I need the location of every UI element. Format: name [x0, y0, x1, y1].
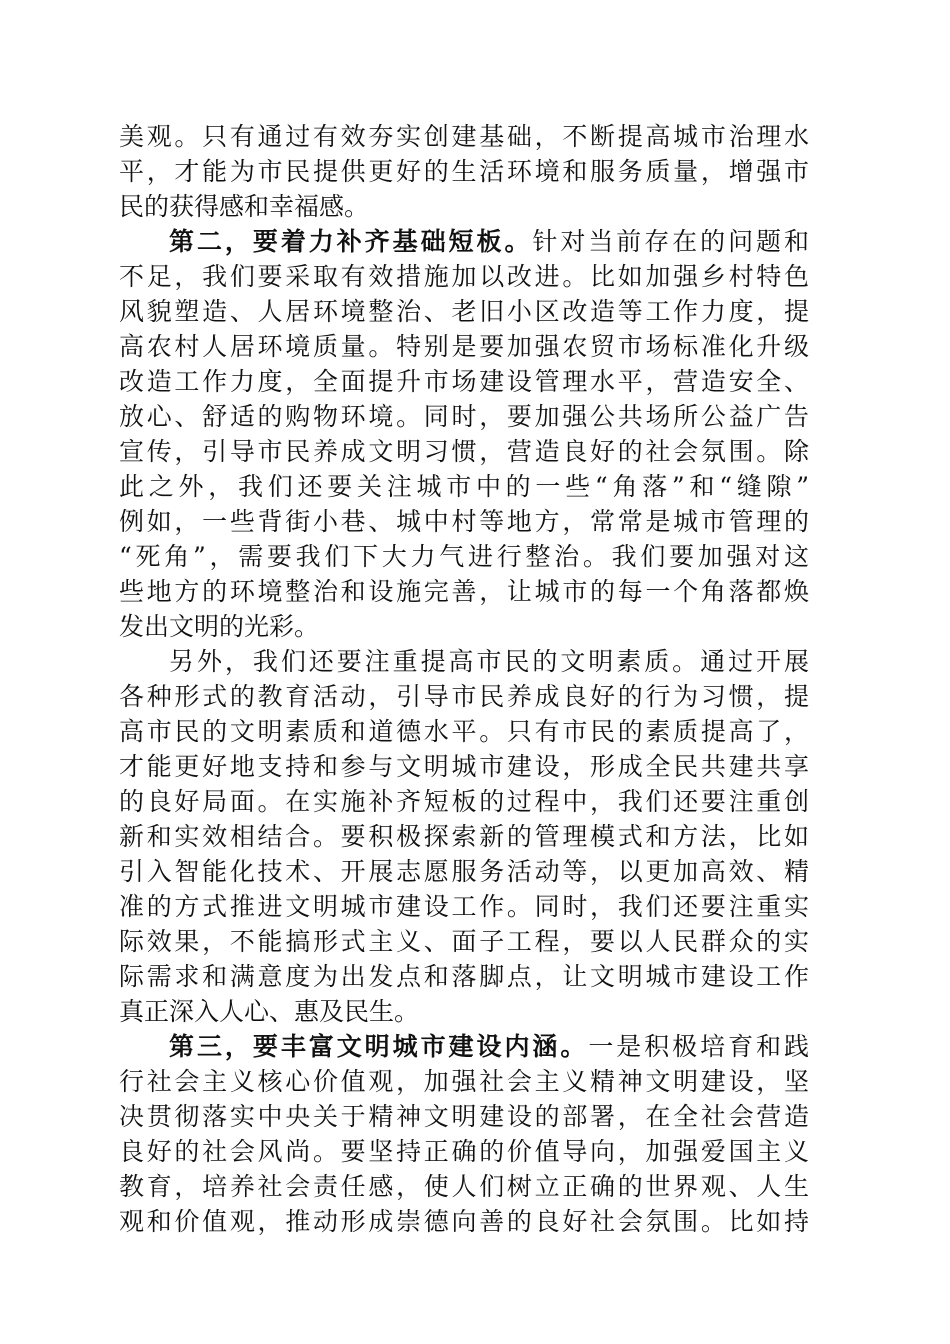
text-line [119, 751, 809, 782]
text-line [119, 121, 809, 152]
text-line [119, 541, 809, 572]
line-text: 高市民的文明素质和道德水平。只有市民的素质提高了， [119, 717, 809, 746]
line-text: 风貌塑造、人居环境整治、老旧小区改造等工作力度，提 [119, 297, 809, 326]
paragraph [119, 121, 809, 222]
paragraph [119, 226, 809, 642]
text-line [119, 1136, 809, 1167]
text-line [119, 821, 809, 852]
line-text: 的良好局面。在实施补齐短板的过程中，我们还要注重创 [119, 787, 809, 816]
text-line [119, 576, 809, 607]
text-line [119, 1206, 809, 1237]
document-page [119, 121, 809, 1241]
line-text: 新和实效相结合。要积极探索新的管理模式和方法，比如 [119, 822, 809, 851]
paragraph [119, 1031, 809, 1237]
line-text: 美观。只有通过有效夯实创建基础，不断提高城市治理水 [119, 122, 809, 151]
section-heading: 第三，要丰富文明城市建设内涵。 [169, 1032, 589, 1061]
line-text: 针对当前存在的问题和 [532, 227, 809, 256]
text-line [119, 366, 809, 397]
text-line [119, 436, 809, 467]
text-line [119, 261, 809, 292]
line-text: “死角”，需要我们下大力气进行整治。我们要加强对这 [119, 542, 809, 571]
text-line [119, 296, 809, 327]
line-text: 良好的社会风尚。要坚持正确的价值导向，加强爱国主义 [119, 1137, 809, 1166]
line-text: 放心、舒适的购物环境。同时，要加强公共场所公益广告 [119, 402, 809, 431]
text-line [119, 961, 809, 992]
text-line [119, 401, 809, 432]
text-line [119, 926, 809, 957]
text-line [119, 646, 809, 677]
text-line [119, 1171, 809, 1202]
line-text: 例如，一些背街小巷、城中村等地方，常常是城市管理的 [119, 507, 809, 536]
line-text: 才能更好地支持和参与文明城市建设，形成全民共建共享 [119, 752, 809, 781]
text-line [119, 856, 809, 887]
text-line [119, 716, 809, 747]
line-text: 引入智能化技术、开展志愿服务活动等，以更加高效、精 [119, 857, 809, 886]
text-line [119, 786, 809, 817]
line-text: 平，才能为市民提供更好的生活环境和服务质量，增强市 [119, 157, 809, 186]
line-text: 各种形式的教育活动，引导市民养成良好的行为习惯，提 [119, 682, 809, 711]
line-text: 此之外，我们还要关注城市中的一些“角落”和“缝隙” [119, 472, 809, 501]
line-text: 另外，我们还要注重提高市民的文明素质。通过开展 [169, 647, 809, 676]
text-line [119, 1066, 809, 1097]
text-line [119, 1031, 809, 1062]
line-text: 准的方式推进文明城市建设工作。同时，我们还要注重实 [119, 892, 809, 921]
line-text: 决贯彻落实中央关于精神文明建设的部署，在全社会营造 [119, 1102, 809, 1131]
line-text: 观和价值观，推动形成崇德向善的良好社会氛围。比如持 [119, 1207, 809, 1236]
paragraph [119, 646, 809, 1027]
line-text: 教育，培养社会责任感，使人们树立正确的世界观、人生 [119, 1172, 809, 1201]
line-text: 行社会主义核心价值观，加强社会主义精神文明建设，坚 [119, 1067, 809, 1096]
line-text: 一是积极培育和践 [588, 1032, 809, 1061]
text-line [119, 191, 809, 222]
text-line [119, 331, 809, 362]
line-text: 发出文明的光彩。 [119, 612, 320, 641]
line-text: 真正深入人心、惠及民生。 [119, 997, 420, 1026]
line-text: 民的获得感和幸福感。 [119, 192, 370, 221]
text-line [119, 1101, 809, 1132]
text-line [119, 156, 809, 187]
text-line [119, 226, 809, 257]
section-heading: 第二，要着力补齐基础短板。 [169, 227, 533, 256]
line-text: 不足，我们要采取有效措施加以改进。比如加强乡村特色 [119, 262, 809, 291]
line-text: 际需求和满意度为出发点和落脚点，让文明城市建设工作 [119, 962, 809, 991]
line-text: 宣传，引导市民养成文明习惯，营造良好的社会氛围。除 [119, 437, 809, 466]
text-line [119, 471, 809, 502]
text-line [119, 891, 809, 922]
line-text: 高农村人居环境质量。特别是要加强农贸市场标准化升级 [119, 332, 809, 361]
text-line [119, 681, 809, 712]
line-text: 际效果，不能搞形式主义、面子工程，要以人民群众的实 [119, 927, 809, 956]
text-line [119, 611, 809, 642]
line-text: 改造工作力度，全面提升市场建设管理水平，营造安全、 [119, 367, 809, 396]
text-line [119, 506, 809, 537]
line-text: 些地方的环境整治和设施完善，让城市的每一个角落都焕 [119, 577, 809, 606]
text-line [119, 996, 809, 1027]
